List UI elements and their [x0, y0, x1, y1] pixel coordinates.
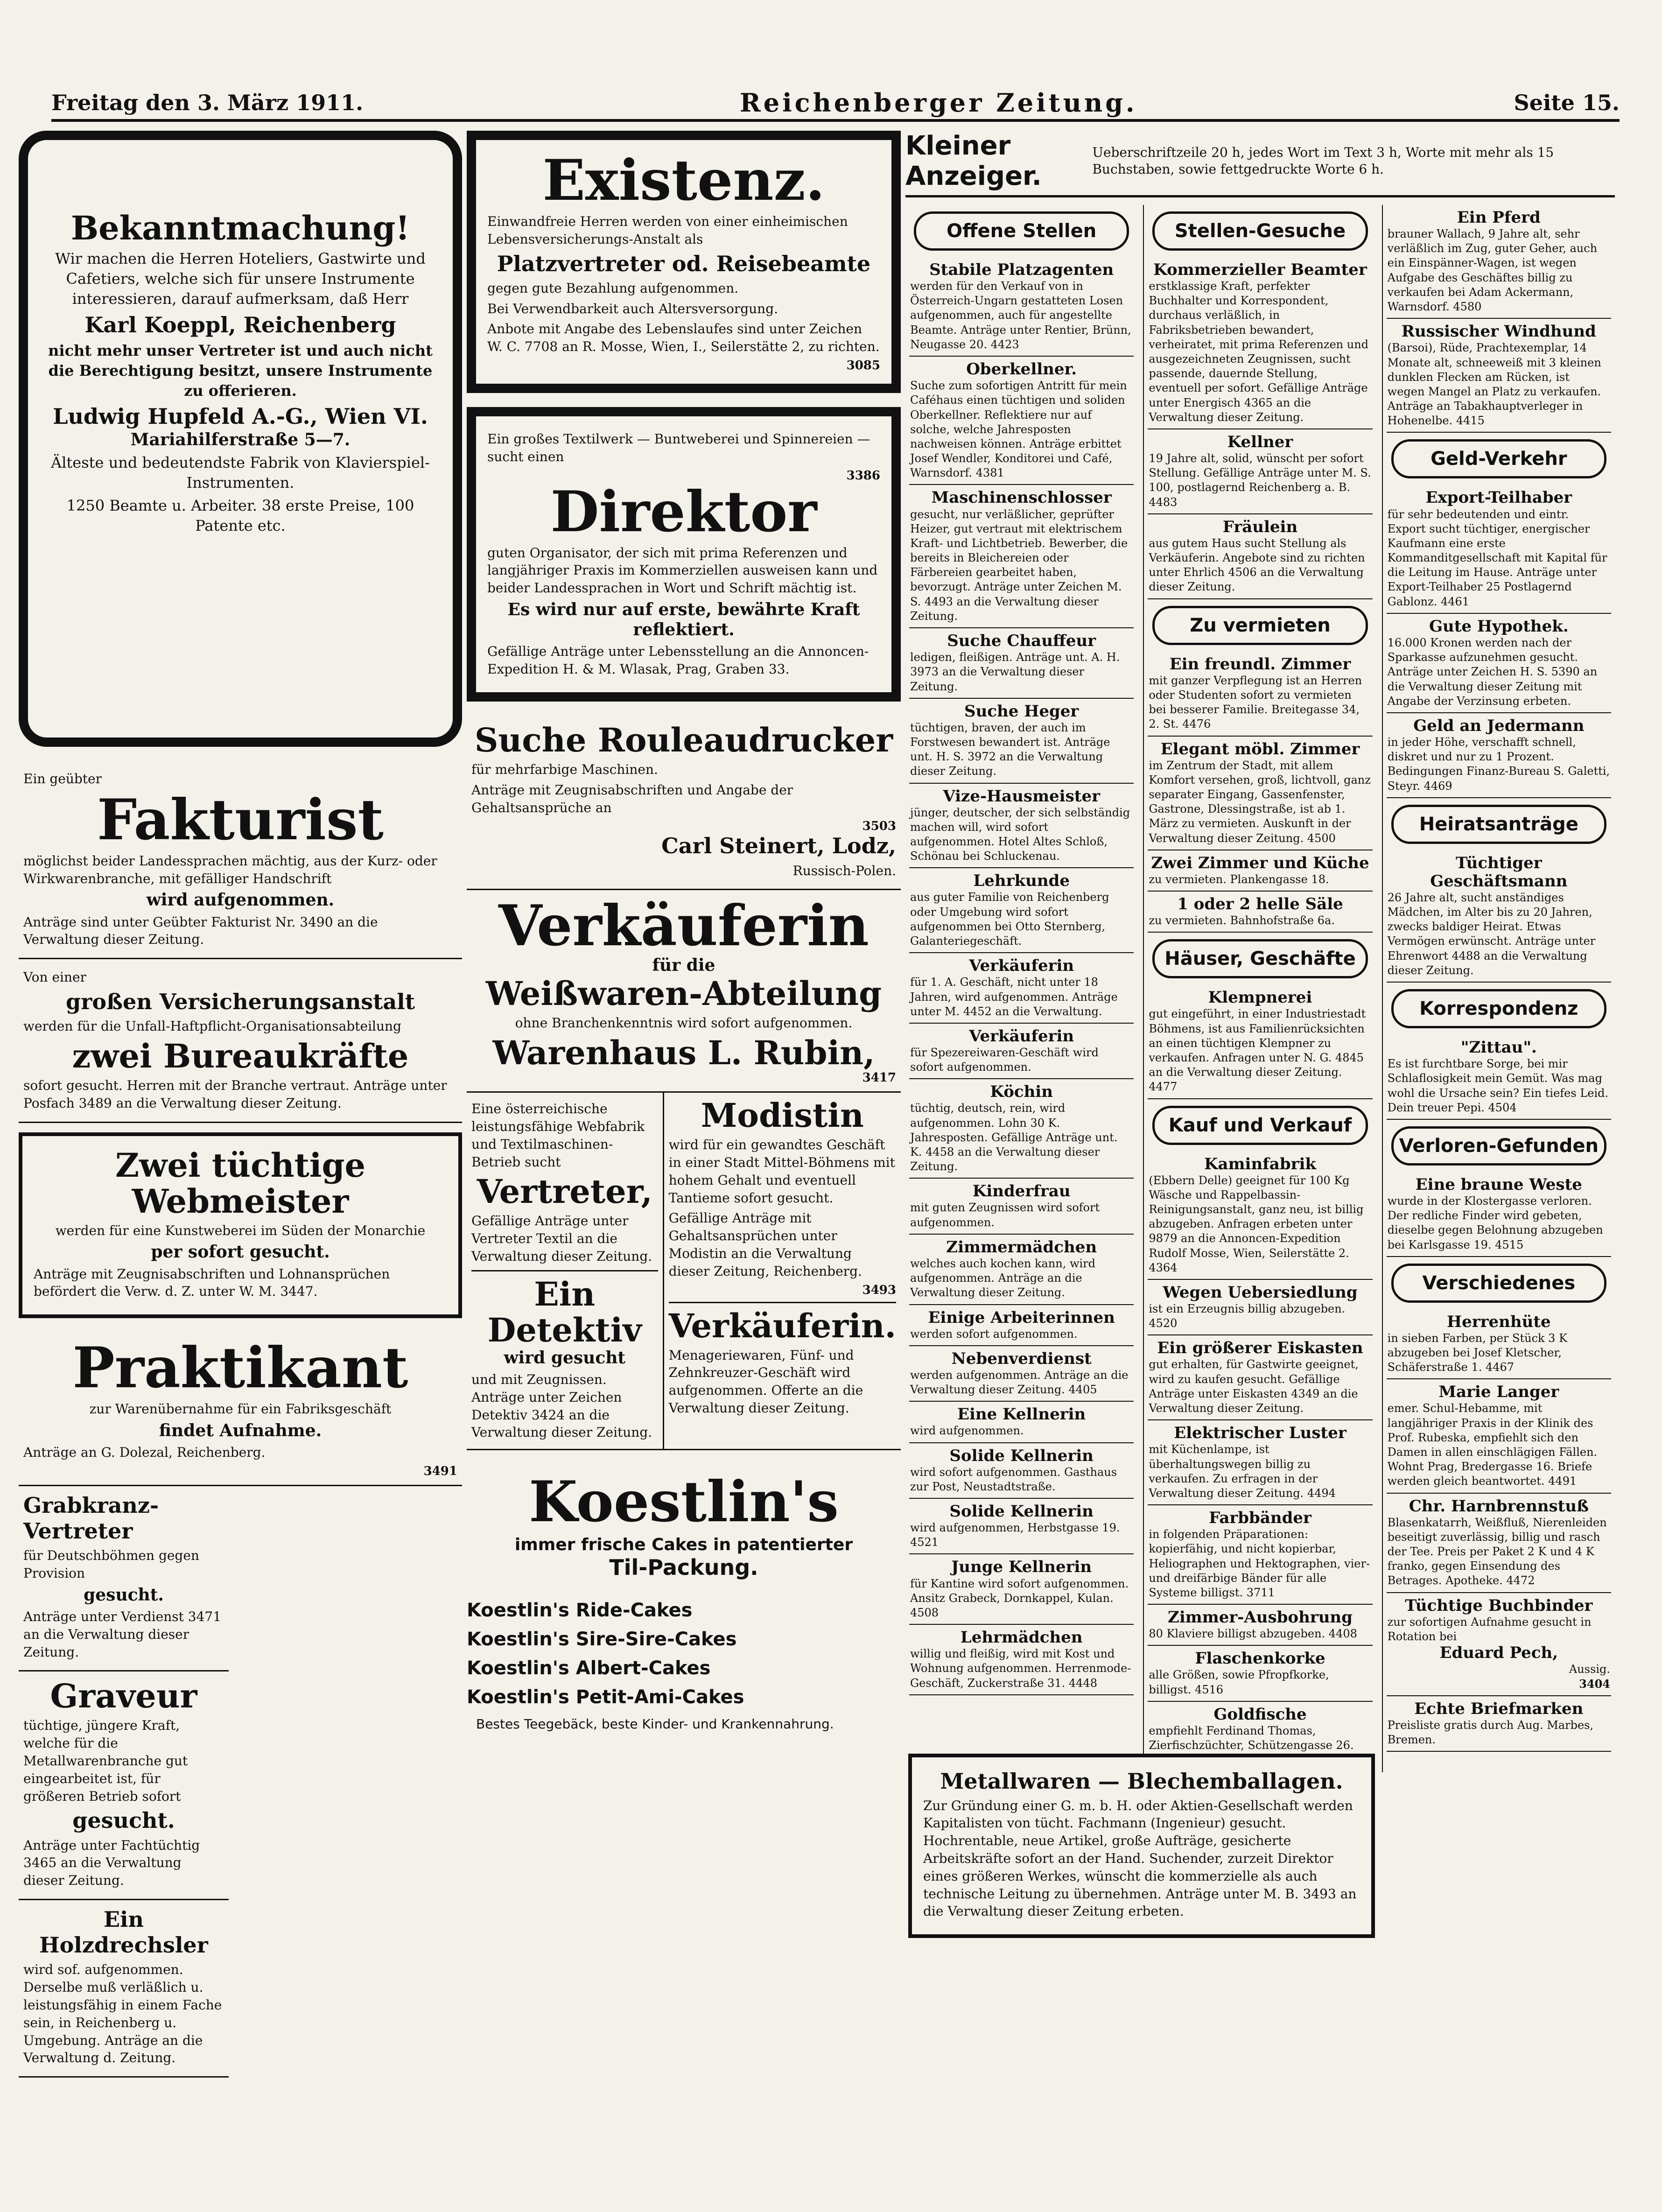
- classified-title: Eine Kellnerin: [957, 1405, 1086, 1424]
- classified-ad: [1387, 1696, 1611, 1752]
- classified-body: emer. Schul-Hebamme, mit langjähriger Praxis in der Klinik des Prof. Rubeska, empfiehlt sich den Damen in allen einschlägigen Fällen. Wohnt Prag, Bredergasse 16. Briefe werden gleich beantwortet. 4491: [1387, 1402, 1598, 1488]
- ad-body: tüchtige, jüngere Kraft, welche für die Metallwarenbranche gut eingearbeitet ist, für größeren Betrieb sofort: [23, 1718, 188, 1804]
- classified-ad: [1387, 850, 1611, 983]
- koestlin-item: Koestlin's Albert-Cakes: [467, 1657, 711, 1679]
- classified-ad: [1387, 1494, 1611, 1593]
- classified-body: zur sofortigen Aufnahme gesucht in Rotation bei: [1387, 1615, 1592, 1643]
- classified-title: Ein freundl. Zimmer: [1169, 654, 1351, 674]
- ad-dept: Weißwaren-Abteilung: [485, 974, 882, 1013]
- classified-body: 26 Jahre alt, sucht anständiges Mädchen, im Alter bis zu 20 Jahren, zwecks baldiger Heirat. Etwas Vermögen erwünscht. Anträge unter Ehrenwort 4488 an die Verwaltung dieser Zeitung.: [1387, 891, 1596, 977]
- classified-ad: [909, 699, 1134, 784]
- classified-ad: [909, 357, 1134, 485]
- ad-body: werden für die Unfall-Haftpflicht-Organisationsabteilung: [23, 1018, 401, 1034]
- ad-metallwaren: [908, 1754, 1375, 1938]
- koestlin-packing: Til-Packung.: [609, 1555, 758, 1580]
- classified-ad: [909, 1554, 1134, 1625]
- classified-title: Nebenverdienst: [951, 1349, 1092, 1368]
- ad-graveur: [19, 1671, 229, 1900]
- ad-body: ohne Branchenkenntnis wird sofort aufgenommen.: [515, 1015, 853, 1031]
- classified-title: Geld an Jedermann: [1413, 716, 1585, 735]
- section-heading: Häuser, Geschäfte: [1152, 939, 1367, 978]
- ad-title: Ein Holzdrechsler: [39, 1907, 208, 1958]
- ad-body: guten Organisator, der sich mit prima Referenzen und langjähriger Praxis im Kommerziellen ausweisen kann und beider Landessprachen in Wort und Schrift mächtig ist.: [487, 545, 878, 596]
- classified-body: (Ebbern Delle) geeignet für 100 Kg Wäsche und Rappelbassin-Reinigungsanstalt, ganz neu, ist billig abzugeben. Anfragen erbeten unter 9879 an die Annoncen-Expedition Rudolf Mosse, Wien, Seilerstätte 2. 4364: [1149, 1173, 1364, 1274]
- classified-body: für Kantine wird sofort aufgenommen. Ansitz Grabeck, Dornkappel, Kulan. 4508: [910, 1577, 1129, 1619]
- classified-body: wird aufgenommen.: [910, 1424, 1024, 1438]
- ad-ref: 3417: [862, 1071, 896, 1085]
- classified-body: werden aufgenommen. Anträge an die Verwaltung dieser Zeitung. 4405: [910, 1368, 1129, 1397]
- koestlin-item: Koestlin's Petit-Ami-Cakes: [467, 1686, 744, 1708]
- classified-firm: Eduard Pech,: [1439, 1643, 1558, 1663]
- classified-body: zu vermieten. Plankengasse 18.: [1149, 872, 1329, 886]
- ad-body: nicht mehr unser Vertreter ist und auch nicht die Berechtigung besitzt, unsere Instrumente zu offerieren.: [48, 341, 433, 400]
- classified-title: Suche Heger: [964, 702, 1079, 721]
- classified-title: Lehrkunde: [973, 871, 1070, 891]
- classified-title: Klempnerei: [1208, 988, 1312, 1007]
- ad-subtitle: für die: [652, 955, 715, 976]
- kleiner-column-b: [1143, 205, 1376, 1772]
- classified-body: zu vermieten. Bahnhofstraße 6a.: [1149, 914, 1335, 927]
- classified-ad: [1148, 737, 1372, 850]
- classified-ad: [909, 1402, 1134, 1443]
- classified-body: Blasenkatarrh, Weißfluß, Nierenleiden beseitigt zuverlässig, billig und rasch der Tee. Preis per Paket 2 K und 4 K franko, gegen Einsendung des Betrages. Apotheke. 4472: [1387, 1516, 1607, 1587]
- classified-body: mit guten Zeugnissen wird sofort aufgenommen.: [910, 1201, 1100, 1229]
- ad-intro: Eine österreichische leistungsfähige Webfabrik und Textilmaschinen-Betrieb sucht: [471, 1101, 645, 1170]
- ad-detektiv: [471, 1270, 658, 1441]
- classified-body: tüchtig, deutsch, rein, wird aufgenommen. Lohn 30 K. Jahresposten. Gefällige Anträge unt. K. 4458 an die Verwaltung dieser Zeitung.: [910, 1102, 1118, 1173]
- column-middle: [467, 131, 901, 2175]
- kleiner-anzeiger-header: [905, 131, 1615, 197]
- ad-title: Direktor: [550, 478, 817, 545]
- classified-title: Kommerzieller Beamter: [1153, 260, 1367, 279]
- classified-ref: 3404: [1579, 1677, 1610, 1691]
- ad-reply: sofort gesucht. Herren mit der Branche vertraut. Anträge unter Posfach 3489 an die Verwaltung dieser Zeitung.: [23, 1077, 447, 1111]
- classified-ad: [1148, 1335, 1372, 1420]
- classified-title: Marie Langer: [1438, 1383, 1559, 1402]
- classified-body: (Barsoi), Rüde, Prachtexemplar, 14 Monate alt, schneeweiß mit 3 kleinen dunklen Flecken am Rücken, ist wegen Mangel an Platz zu verkaufen. Anträge an Tabakhauptverleger in Hohenelbe. 4415: [1387, 341, 1601, 428]
- ad-title: großen Versicherungsanstalt: [66, 989, 415, 1014]
- ad-title: Existenz.: [542, 147, 825, 213]
- classified-body: in jeder Höhe, verschafft schnell, diskret und nur zu 1 Prozent. Bedingungen Finanz-Bureau S. Galetti, Steyr. 4469: [1387, 735, 1610, 793]
- ad-reply: Gefällige Anträge unter Lebensstellung an die Annoncen-Expedition H. & M. Wlasak, Prag, Graben 33.: [487, 644, 869, 677]
- classified-title: Zimmer-Ausbohrung: [1168, 1608, 1353, 1627]
- ad-firm: Carl Steinert, Lodz,: [661, 833, 896, 859]
- classified-body: mit Küchenlampe, ist überhaltungswegen billig zu verkaufen. Zu erfragen in der Verwaltung dieser Zeitung. 4494: [1149, 1443, 1336, 1500]
- classified-title: Tüchtige Buchbinder: [1405, 1596, 1593, 1615]
- classified-body: Suche zum sofortigen Antritt für mein Caféhaus einen tüchtigen und soliden Oberkellner. Reflektiere nur auf solche, welche Jahresposten nachweisen können. Anträge erbittet Josef Wendler, Konditorei und Café, Warnsdorf. 4381: [910, 379, 1127, 480]
- classified-ad: [1148, 429, 1372, 514]
- classified-body: werden für den Verkauf von in Österreich-Ungarn gestatteten Losen aufgenommen, auch für angestellte Beamte. Anträge unter Rentier, Brünn, Neugasse 20. 4423: [910, 280, 1131, 351]
- classified-body: aus guter Familie von Reichenberg oder Umgebung wird sofort aufgenommen bei Otto Sternberg, Galanteriegeschäft.: [910, 891, 1109, 948]
- ad-title: zwei Bureaukräfte: [72, 1036, 409, 1075]
- classified-title: Kinderfrau: [972, 1182, 1071, 1201]
- ad-ref: 3503: [862, 819, 896, 834]
- ad-bekanntmachung: [19, 131, 462, 747]
- classified-body: Preisliste gratis durch Aug. Marbes, Bremen.: [1387, 1718, 1594, 1746]
- classified-body: im Zentrum der Stadt, mit allem Komfort versehen, groß, lichtvoll, ganz separater Eingang, Gassenfenster, Gastrone, Dlessingstraße, ist ab 1. März zu vermieten. Auskunft in der Verwaltung dieser Zeitung. 4500: [1149, 758, 1371, 845]
- ad-role: Platzvertreter od. Reisebeamte: [497, 251, 871, 276]
- ad-status: findet Aufnahme.: [159, 1420, 322, 1440]
- classified-body: 19 Jahre alt, solid, wünscht per sofort Stellung. Gefällige Anträge unter M. S. 100, postlagernd Reichenberg a. B. 4483: [1149, 452, 1371, 509]
- ads-pair-left: [467, 1093, 664, 1449]
- classified-title: Zimmermädchen: [946, 1237, 1097, 1257]
- kleiner-anzeiger-title: Kleiner Anzeiger.: [905, 131, 1042, 191]
- ad-title: Graveur: [50, 1677, 197, 1716]
- classified-ad: [1148, 850, 1372, 892]
- classified-ad: [909, 257, 1134, 357]
- ad-praktikant: [19, 1332, 462, 1486]
- header-paper-title: Reichenberger Zeitung.: [739, 88, 1137, 118]
- classified-title: Stabile Platzagenten: [929, 260, 1114, 279]
- classified-ad: [909, 868, 1134, 953]
- ad-body: Wir machen die Herren Hoteliers, Gastwirte und Cafetiers, welche sich für unsere Instrumente interessieren, darauf aufmerksam, daß Herr: [55, 250, 426, 308]
- ad-title: Verkäuferin.: [668, 1306, 896, 1345]
- ad-ref: 3085: [846, 358, 880, 372]
- ad-status: gesucht.: [72, 1808, 175, 1833]
- classified-ad: [909, 953, 1134, 1024]
- classified-title: Gute Hypothek.: [1429, 617, 1569, 636]
- classified-ad: [1387, 1593, 1611, 1696]
- ad-reply: Gefällige Anträge mit Gehaltsansprüchen unter Modistin an die Verwaltung dieser Zeitung, Reichenberg.: [668, 1210, 862, 1279]
- classified-title: Export-Teilhaber: [1425, 488, 1572, 507]
- ad-body: Älteste und bedeutendste Fabrik von Klavierspiel-Instrumenten.: [51, 453, 430, 492]
- classified-ad: [909, 1305, 1134, 1346]
- classified-ad: [1148, 1605, 1372, 1646]
- section-heading: Kauf und Verkauf: [1152, 1106, 1367, 1145]
- ad-title: Fakturist: [97, 786, 384, 853]
- classified-title: Goldfische: [1213, 1705, 1307, 1724]
- ad-title: Praktikant: [72, 1335, 408, 1401]
- ad-status: wird aufgenommen.: [146, 890, 335, 910]
- classified-title: Köchin: [990, 1082, 1053, 1102]
- classified-ad: [1148, 652, 1372, 737]
- classified-body: wird aufgenommen, Herbstgasse 19. 4521: [910, 1521, 1120, 1549]
- classified-title: Kellner: [1227, 432, 1293, 451]
- section-heading: Verschiedenes: [1391, 1264, 1606, 1303]
- header-date: Freitag den 3. März 1911.: [51, 90, 364, 115]
- classified-title: Verkäuferin: [969, 1026, 1074, 1046]
- classified-body: wurde in der Klostergasse verloren. Der redliche Finder wird gebeten, dieselbe gegen Belohnung abzugeben bei Karlsgasse 19. 4515: [1387, 1194, 1603, 1251]
- classified-body: willig und fleißig, wird mit Kost und Wohnung aufgenommen. Herrenmode-Geschäft, Zuckerstraße 31. 4448: [910, 1647, 1131, 1690]
- ad-body: werden für eine Kunstweberei im Süden der Monarchie: [55, 1222, 426, 1238]
- koestlin-brand: Koestlin's: [529, 1469, 839, 1535]
- classified-body: empfiehlt Ferdinand Thomas, Zierfischzüchter, Schützengasse 26.: [1149, 1724, 1354, 1752]
- classified-ad: [1148, 514, 1372, 599]
- classified-title: Verkäuferin: [969, 956, 1074, 976]
- classified-title: Suche Chauffeur: [947, 632, 1096, 651]
- classified-ad: [1148, 257, 1372, 429]
- classified-ad: [1148, 892, 1372, 933]
- ads-pair-row: [467, 1093, 901, 1450]
- ad-direktor: [467, 407, 901, 702]
- section-heading: Zu vermieten: [1152, 606, 1367, 645]
- ad-title: Verkäuferin: [498, 893, 869, 959]
- ad-vertreter: [471, 1100, 658, 1265]
- classified-body: erstklassige Kraft, perfekter Buchhalter und Korrespondent, durchaus verläßlich, in Fabriksbetrieben bewandert, verheiratet, mit prima Referenzen und ausgezeichneten Zeugnissen, sucht passende, dauernde Stellung, eventuell per sofort. Gefällige Anträge unter Energisch 4365 an die Verwaltung dieser Zeitung.: [1149, 280, 1369, 424]
- ad-reply: Anbote mit Angabe des Lebenslaufes sind unter Zeichen W. C. 7708 an R. Mosse, Wien, I., Seilerstätte 2, zu richten.: [487, 321, 880, 355]
- section-heading: Verloren-Gefunden: [1391, 1126, 1606, 1166]
- classified-title: Echte Briefmarken: [1414, 1699, 1584, 1718]
- classified-body: tüchtigen, braven, der auch im Forstwesen bewandert ist. Anträge unt. H. S. 3972 an die Verwaltung dieser Zeitung.: [910, 721, 1110, 778]
- ad-title: Suche Rouleaudrucker: [474, 720, 893, 759]
- ad-body: für mehrfarbige Maschinen.: [471, 761, 658, 777]
- classified-ad: [1387, 614, 1611, 713]
- kleiner-column-c: [1382, 205, 1615, 1772]
- classified-title: Maschinenschlosser: [931, 488, 1112, 507]
- ad-koestlin: [467, 1450, 901, 1745]
- classified-ad: [1387, 319, 1611, 433]
- ad-body: möglichst beider Landessprachen mächtig, aus der Kurz- oder Wirkwarenbranche, mit gefälliger Handschrift: [23, 853, 437, 886]
- classified-title: Chr. Harnbrennstuß: [1409, 1496, 1589, 1516]
- classified-title: Lehrmädchen: [960, 1628, 1083, 1647]
- ad-title: Ein Detektiv: [487, 1274, 642, 1349]
- classified-title: Vize-Hausmeister: [943, 786, 1100, 806]
- ad-body: Zur Gründung einer G. m. b. H. oder Aktien-Gesellschaft werden Kapitalisten von tücht. Fachmann (Ingenieur) gesucht. Hochrentable, neue Artikel, große Aufträge, gesicherte Arbeitskräfte sofort an der Hand. Suchender, zurzeit Direktor eines größeren Werkes, wünscht die kommerzielle als auch technische Leitung zu übernehmen. Anträge unter M. B. 3493 an die Verwaltung dieser Zeitung erbeten.: [923, 1798, 1357, 1919]
- classified-ad: [1148, 985, 1372, 1099]
- ad-reply: Anträge mit Zeugnisabschriften und Lohnansprüchen befördert die Verw. d. Z. unter W. M. 3447.: [34, 1266, 390, 1299]
- ad-title: Vertreter,: [477, 1172, 652, 1211]
- ad-modistin: [669, 1097, 896, 1297]
- classified-title: Tüchtiger Geschäftsmann: [1430, 853, 1568, 891]
- ad-body: Gefällige Anträge unter Vertreter Textil an die Verwaltung dieser Zeitung.: [471, 1213, 652, 1264]
- section-heading: Geld-Verkehr: [1391, 439, 1606, 478]
- classified-body: mit ganzer Verpflegung ist an Herren oder Studenten sofort zu vermieten bei besserer Familie. Breitegasse 34, 2. St. 4476: [1149, 674, 1362, 731]
- classified-body: 80 Klaviere billigst abzugeben. 4408: [1149, 1627, 1357, 1641]
- classified-title: Russischer Windhund: [1401, 322, 1596, 341]
- classified-title: "Zittau".: [1460, 1038, 1537, 1057]
- classified-title: Einige Arbeiterinnen: [928, 1308, 1115, 1327]
- classified-title: Herrenhüte: [1446, 1312, 1551, 1331]
- classified-ad: [909, 1346, 1134, 1402]
- ad-place: Russisch-Polen.: [792, 863, 896, 878]
- classified-title: Elektrischer Luster: [1174, 1424, 1346, 1443]
- ad-body: Einwandfreie Herren werden von einer einheimischen Lebensversicherungs-Anstalt als: [487, 214, 848, 247]
- column-left: [19, 131, 462, 2175]
- ad-versicherung: [19, 959, 462, 1123]
- classified-ad: [909, 1235, 1134, 1305]
- classified-body: Es ist furchtbare Sorge, bei mir Schlaflosigkeit mein Gemüt. Was mag wohl die Ursache sein? Ein tiefes Leid. Dein treuer Pepi. 4504: [1387, 1057, 1609, 1114]
- ad-firm: Ludwig Hupfeld A.-G., Wien VI.: [53, 404, 428, 429]
- ad-address: Mariahilferstraße 5—7.: [130, 429, 351, 449]
- section-heading: Offene Stellen: [914, 211, 1129, 251]
- ad-title: Bekanntmachung!: [70, 209, 410, 247]
- classified-body: gut eingeführt, in einer Industriestadt Böhmens, ist aus Familienrücksichten an einen tüchtigen Klempner zu verkaufen. Anfragen unter N. G. 4845 an die Verwaltung dieser Zeitung. 4477: [1149, 1007, 1366, 1094]
- classified-title: Flaschenkorke: [1195, 1649, 1325, 1668]
- koestlin-item: Koestlin's Ride-Cakes: [467, 1599, 693, 1621]
- classified-ad: [909, 1499, 1134, 1554]
- ad-ref: 3386: [846, 468, 880, 483]
- ad-body: 1250 Beamte u. Arbeiter. 38 erste Preise, 100 Patente etc.: [66, 497, 414, 535]
- ad-fakturist: [19, 761, 462, 959]
- ad-intro: Ein großes Textilwerk — Buntweberei und Spinnereien — sucht einen: [487, 431, 870, 464]
- ad-body: wird für ein gewandtes Geschäft in einer Stadt Mittel-Böhmens mit hohem Gehalt und eventuell Tantieme sofort gesucht.: [668, 1137, 895, 1206]
- classified-ad: [909, 628, 1134, 699]
- kleiner-column-a: [905, 205, 1137, 1772]
- classified-body: brauner Wallach, 9 Jahre alt, sehr verläßlich im Zug, guter Geher, auch ein Einspänner-Wagen, ist wegen Aufgabe des Geschäftes billig zu verkaufen bei Adam Ackermann, Warnsdorf. 4580: [1387, 227, 1598, 314]
- koestlin-list: [467, 1600, 891, 1708]
- classified-ad: [1387, 485, 1611, 613]
- classified-ad: [1387, 1379, 1611, 1493]
- ad-holzdrechsler: [19, 1900, 229, 2078]
- classified-title: 1 oder 2 helle Säle: [1177, 895, 1343, 913]
- classified-title: Eine braune Weste: [1415, 1175, 1582, 1194]
- classified-body: alle Größen, sowie Pfropfkorke, billigst. 4516: [1149, 1668, 1329, 1696]
- ad-reply: Anträge an G. Dolezal, Reichenberg.: [23, 1445, 266, 1461]
- koestlin-footer: Bestes Teegebäck, beste Kinder- und Krankennahrung.: [476, 1716, 834, 1732]
- kleiner-anzeiger-rates: Ueberschriftzeile 20 h, jedes Wort im Text 3 h, Worte mit mehr als 15 Buchstaben, sowie fettgedruckte Worte 6 h.: [1092, 144, 1554, 177]
- classified-body: welches auch kochen kann, wird aufgenommen. Anträge an die Verwaltung dieser Zeitung.: [910, 1257, 1096, 1299]
- section-heading: Korrespondenz: [1391, 989, 1606, 1028]
- ad-existenz: [467, 131, 901, 393]
- classified-body: ledigen, fleißigen. Anträge unt. A. H. 3973 an die Verwaltung dieser Zeitung.: [910, 651, 1120, 693]
- kleiner-anzeiger: [905, 131, 1615, 2175]
- classified-title: Ein Pferd: [1457, 208, 1541, 227]
- classified-ad: [909, 485, 1134, 628]
- ad-reply: Anträge mit Zeugnisabschriften und Angabe der Gehaltsansprüche an: [471, 782, 793, 815]
- classified-body: wird sofort aufgenommen. Gasthaus zur Post, Neustadtstraße.: [910, 1465, 1117, 1493]
- ad-title: Grabkranz-Vertreter: [23, 1492, 159, 1544]
- classified-body: für 1. A. Geschäft, nicht unter 18 Jahren, wird aufgenommen. Anträge unter M. 4452 an die Verwaltung.: [910, 976, 1118, 1018]
- classified-ad: [909, 1443, 1134, 1499]
- kleiner-anzeiger-columns: [905, 205, 1615, 1772]
- classified-ad: [1148, 1505, 1372, 1605]
- ad-name: Karl Koeppl, Reichenberg: [84, 312, 396, 337]
- ad-reply: Anträge unter Verdienst 3471 an die Verwaltung dieser Zeitung.: [23, 1609, 222, 1660]
- classified-body: werden sofort aufgenommen.: [910, 1327, 1078, 1341]
- page-header: [51, 86, 1620, 122]
- ad-body: und mit Zeugnissen. Anträge unter Zeichen Detektiv 3424 an die Verwaltung dieser Zeitung.: [471, 1372, 652, 1440]
- koestlin-tagline: immer frische Cakes in patentierter: [514, 1535, 853, 1555]
- left-narrow-ads: [19, 1486, 229, 2078]
- classified-ad: [909, 1179, 1134, 1234]
- ad-verkaeuferin2: [669, 1302, 896, 1417]
- classified-ad: [909, 1079, 1134, 1179]
- classified-ad: [1387, 1309, 1611, 1380]
- classified-title: Solide Kellnerin: [949, 1502, 1094, 1521]
- classified-ad: [1148, 1646, 1372, 1701]
- classified-body: in folgenden Präparationen: kopierfähig, und nicht kopierbar, Heliographen und Hektographen, vier- und dreifärbige Bänder für alle Systeme billigst. 3711: [1149, 1528, 1370, 1599]
- classified-ad: [1387, 713, 1611, 798]
- ad-body: wird sof. aufgenommen. Derselbe muß verläßlich u. leistungsfähig in einem Fache sein, in Reichenberg u. Umgebung. Anträge an die Verwaltung d. Zeitung.: [23, 1962, 222, 2066]
- ad-verkaeuferin: [467, 890, 901, 1093]
- classified-body: jünger, deutscher, der sich selbständig machen will, wird sofort aufgenommen. Hotel Altes Schloß, Schönau bei Schluckenau.: [910, 806, 1130, 863]
- ad-title: Modistin: [701, 1096, 864, 1135]
- classified-body: ist ein Erzeugnis billig abzugeben. 4520: [1149, 1302, 1346, 1330]
- ad-firm: Warenhaus L. Rubin,: [492, 1033, 875, 1073]
- classified-body: gut erhalten, für Gastwirte geeignet, wird zu kaufen gesucht. Gefällige Anträge unter Eiskasten 4349 an die Verwaltung dieser Zeitung.: [1149, 1358, 1359, 1415]
- ad-body: gegen gute Bezahlung aufgenommen.: [487, 280, 739, 296]
- ad-title: Metallwaren — Blechemballagen.: [940, 1768, 1343, 1794]
- ad-webmeister: [19, 1132, 462, 1319]
- section-heading: Stellen-Gesuche: [1152, 211, 1367, 251]
- ad-body: für Deutschböhmen gegen Provision: [23, 1548, 199, 1581]
- ad-rouleaudrucker: [467, 716, 901, 890]
- classified-body: aus gutem Haus sucht Stellung als Verkäuferin. Angebote sind zu richten unter Ehrlich 4506 an die Verwaltung dieser Zeitung.: [1149, 536, 1365, 594]
- ad-grabkranz: [19, 1486, 229, 1672]
- koestlin-item: Koestlin's Sire-Sire-Cakes: [467, 1628, 737, 1650]
- ads-pair-right: [664, 1093, 901, 1449]
- ad-body: Menageriewaren, Fünf- und Zehnkreuzer-Geschäft wird aufgenommen. Offerte an die Verwaltung dieser Zeitung.: [668, 1347, 863, 1416]
- classified-title: Ein größerer Eiskasten: [1157, 1339, 1363, 1358]
- classified-title: Farbbänder: [1209, 1509, 1311, 1528]
- ad-emphasis: Es wird nur auf erste, bewährte Kraft reflektiert.: [507, 599, 860, 640]
- header-page-number: Seite 15.: [1514, 90, 1620, 115]
- classified-title: Zwei Zimmer und Küche: [1151, 853, 1369, 872]
- classified-title: Wegen Uebersiedlung: [1163, 1283, 1358, 1302]
- classified-title: Junge Kellnerin: [951, 1558, 1092, 1577]
- ad-ref: 3491: [423, 1464, 457, 1478]
- classified-title: Oberkellner.: [966, 360, 1077, 379]
- classified-body: für Spezereiwaren-Geschäft wird sofort aufgenommen.: [910, 1046, 1099, 1074]
- ad-pretitle: Ein geübter: [23, 771, 102, 786]
- classified-title: Solide Kellnerin: [949, 1446, 1094, 1465]
- classified-ad: [1148, 1280, 1372, 1335]
- ad-status: per sofort gesucht.: [151, 1242, 330, 1262]
- ad-status: wird gesucht: [504, 1348, 626, 1368]
- classified-place: Aussig.: [1569, 1663, 1610, 1676]
- classified-ad: [1148, 1420, 1372, 1505]
- classified-body: 16.000 Kronen werden nach der Sparkasse aufzunehmen gesucht. Anträge unter Zeichen H. S. 5390 an die Verwaltung dieser Zeitung mit Angabe der Verzinsung erbeten.: [1387, 636, 1598, 708]
- ad-body: Bei Verwendbarkeit auch Altersversorgung.: [487, 301, 778, 316]
- classified-ad: [1387, 205, 1611, 319]
- classified-title: Elegant möbl. Zimmer: [1160, 739, 1360, 758]
- classified-ad: [1387, 1035, 1611, 1120]
- classified-ad: [909, 1625, 1134, 1695]
- classified-body: gesucht, nur verläßlicher, geprüfter Heizer, gut vertraut mit elektrischem Kraft- und Lichtbetrieb. Bewerber, die bereits in Bleichereien oder Färbereien gearbeitet haben, bevorzugt. Anträge unter Zeichen M. S. 4493 an die Verwaltung dieser Zeitung.: [910, 507, 1128, 623]
- classified-ad: [1387, 1172, 1611, 1257]
- ad-reply: Anträge unter Fachtüchtig 3465 an die Verwaltung dieser Zeitung.: [23, 1837, 200, 1889]
- ad-title: Zwei tüchtige Webmeister: [115, 1145, 365, 1221]
- ad-reply: Anträge sind unter Geübter Fakturist Nr. 3490 an die Verwaltung dieser Zeitung.: [23, 914, 378, 948]
- classified-ad: [909, 784, 1134, 869]
- ad-status: gesucht.: [84, 1585, 164, 1605]
- ad-body: zur Warenübernahme für ein Fabriksgeschäft: [89, 1401, 392, 1417]
- classified-body: in sieben Farben, per Stück 3 K abzugeben bei Josef Kletscher, Schäferstraße 1. 4467: [1387, 1331, 1568, 1374]
- classified-title: Kaminfabrik: [1204, 1154, 1316, 1173]
- ad-ref: 3493: [862, 1283, 896, 1297]
- ad-pretitle: Von einer: [23, 969, 86, 985]
- classified-body: für sehr bedeutenden und eintr. Export sucht tüchtiger, energischer Kaufmann eine erste Kommanditgesellschaft mit Kapital für die Leitung im Hause. Anträge unter Export-Teilhaber 25 Postlagernd Gablonz. 4461: [1387, 507, 1607, 608]
- classified-ad: [909, 1024, 1134, 1079]
- classified-ad: [1148, 1152, 1372, 1280]
- section-heading: Heiratsanträge: [1391, 805, 1606, 844]
- classified-title: Fräulein: [1222, 517, 1298, 536]
